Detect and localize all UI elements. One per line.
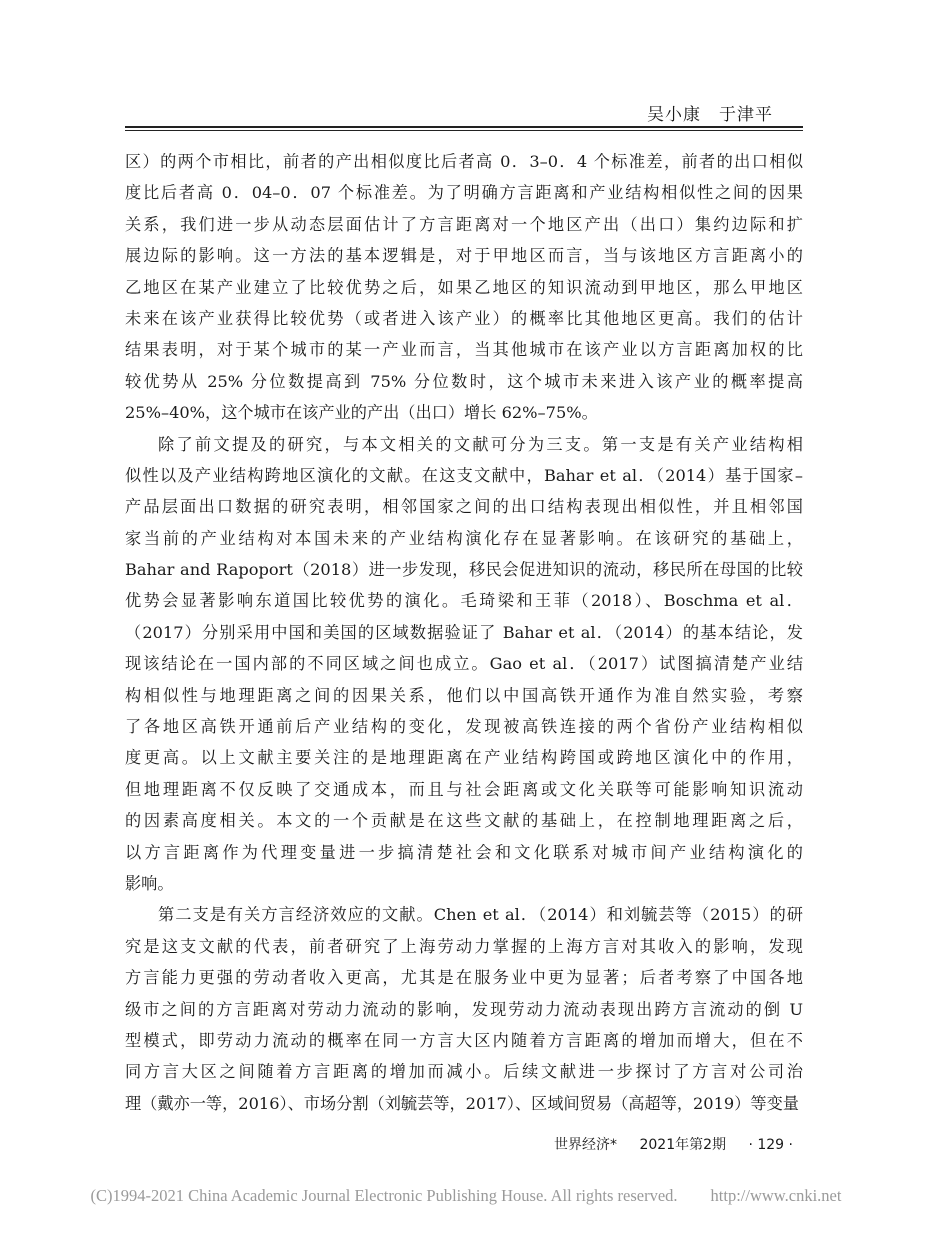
paragraph bbox=[125, 899, 803, 1119]
article-body bbox=[125, 146, 803, 1119]
page-footer bbox=[125, 1134, 803, 1156]
text-line: 优势会显著影响东道国比较优势的演化。毛琦梁和王菲（2018）、Boschma et al． bbox=[125, 591, 803, 611]
paragraph bbox=[125, 146, 803, 429]
text-line: 但地理距离不仅反映了交通成本，而且与社会距离或文化关联等可能影响知识流动 bbox=[125, 779, 803, 799]
text-line: 现该结论在一国内部的不同区域之间也成立。Gao et al．（2017）试图搞清楚产业结 bbox=[125, 654, 803, 674]
text-line: 了各地区高铁开通前后产业结构的变化，发现被高铁连接的两个省份产业结构相似 bbox=[125, 717, 803, 737]
text-line: 关系，我们进一步从动态层面估计了方言距离对一个地区产出（出口）集约边际和扩 bbox=[125, 214, 803, 234]
text-line: 级市之间的方言距离对劳动力流动的影响，发现劳动力流动表现出跨方言流动的倒 U bbox=[125, 999, 803, 1019]
text-line: 以方言距离作为代理变量进一步搞清楚社会和文化联系对城市间产业结构演化的 bbox=[125, 842, 803, 862]
text-line: 型模式，即劳动力流动的概率在同一方言大区内随着方言距离的增加而增大，但在不 bbox=[125, 1030, 803, 1050]
running-header bbox=[125, 100, 803, 126]
issue-label: 2021年第2期 bbox=[639, 1137, 727, 1153]
text-line: 的因素高度相关。本文的一个贡献是在这些文献的基础上，在控制地理距离之后， bbox=[125, 811, 803, 831]
text-line: 乙地区在某产业建立了比较优势之后，如果乙地区的知识流动到甲地区，那么甲地区 bbox=[125, 277, 803, 297]
text-line: 产品层面出口数据的研究表明，相邻国家之间的出口结构表现出相似性，并且相邻国 bbox=[125, 497, 803, 517]
text-line: 区）的两个市相比，前者的产出相似度比后者高 0．3–0．4 个标准差，前者的出口相似 bbox=[125, 152, 803, 171]
text-line: 方言能力更强的劳动者收入更高，尤其是在服务业中更为显著；后者考察了中国各地 bbox=[125, 968, 803, 988]
text-line: 家当前的产业结构对本国未来的产业结构演化存在显著影响。在该研究的基础上， bbox=[125, 528, 803, 548]
text-line: 除了前文提及的研究，与本文相关的文献可分为三支。第一支是有关产业结构相 bbox=[158, 434, 803, 454]
text-line: 未来在该产业获得比较优势（或者进入该产业）的概率比其他地区更高。我们的估计 bbox=[125, 308, 803, 328]
header-authors: 吴小康 于津平 bbox=[647, 105, 773, 125]
text-line: 度比后者高 0．04–0．07 个标准差。为了明确方言距离和产业结构相似性之间的因果 bbox=[125, 183, 803, 203]
text-line: 同方言大区之间随着方言距离的增加而减小。后续文献进一步探讨了方言对公司治 bbox=[125, 1062, 803, 1082]
text-line: Bahar and Rapoport（2018）进一步发现，移民会促进知识的流动，移民所在母国的比较 bbox=[125, 560, 803, 580]
text-line: 究是这支文献的代表，前者研究了上海劳动力掌握的上海方言对其收入的影响，发现 bbox=[125, 936, 803, 956]
header-rule-thin bbox=[125, 130, 803, 131]
text-line: 第二支是有关方言经济效应的文献。Chen et al．（2014）和刘毓芸等（2015）的研 bbox=[158, 905, 803, 925]
text-line: 度更高。以上文献主要关注的是地理距离在产业结构跨国或跨地区演化中的作用， bbox=[125, 748, 803, 768]
text-line: 似性以及产业结构跨地区演化的文献。在这支文献中，Bahar et al．（2014）基于国家– bbox=[125, 465, 803, 485]
header-rule-thick bbox=[125, 126, 803, 128]
journal-name: 世界经济* bbox=[554, 1137, 618, 1153]
copyright-notice: (C)1994-2021 China Academic Journal Electronic Publishing House. All rights reserved. http://www.cnki.net bbox=[90, 1186, 842, 1205]
text-line: 展边际的影响。这一方法的基本逻辑是，对于甲地区而言，当与该地区方言距离小的 bbox=[125, 246, 803, 266]
text-line: 理（戴亦一等，2016）、市场分割（刘毓芸等，2017）、区域间贸易（高超等，2019）等变量 bbox=[125, 1093, 799, 1113]
text-line: 构相似性与地理距离之间的因果关系，他们以中国高铁开通作为准自然实验，考察 bbox=[125, 685, 803, 705]
text-line: （2017）分别采用中国和美国的区域数据验证了 Bahar et al．（2014）的基本结论，发 bbox=[125, 622, 803, 642]
paragraph bbox=[125, 429, 803, 900]
text-line: 较优势从 25% 分位数提高到 75% 分位数时，这个城市未来进入该产业的概率提高 bbox=[125, 371, 803, 391]
text-line: 结果表明，对于某个城市的某一产业而言，当其他城市在该产业以方言距离加权的比 bbox=[125, 340, 803, 360]
page-number: · 129 · bbox=[748, 1137, 793, 1153]
text-line: 25%–40%，这个城市在该产业的产出（出口）增长 62%–75%。 bbox=[125, 403, 598, 423]
text-line: 影响。 bbox=[125, 873, 174, 893]
